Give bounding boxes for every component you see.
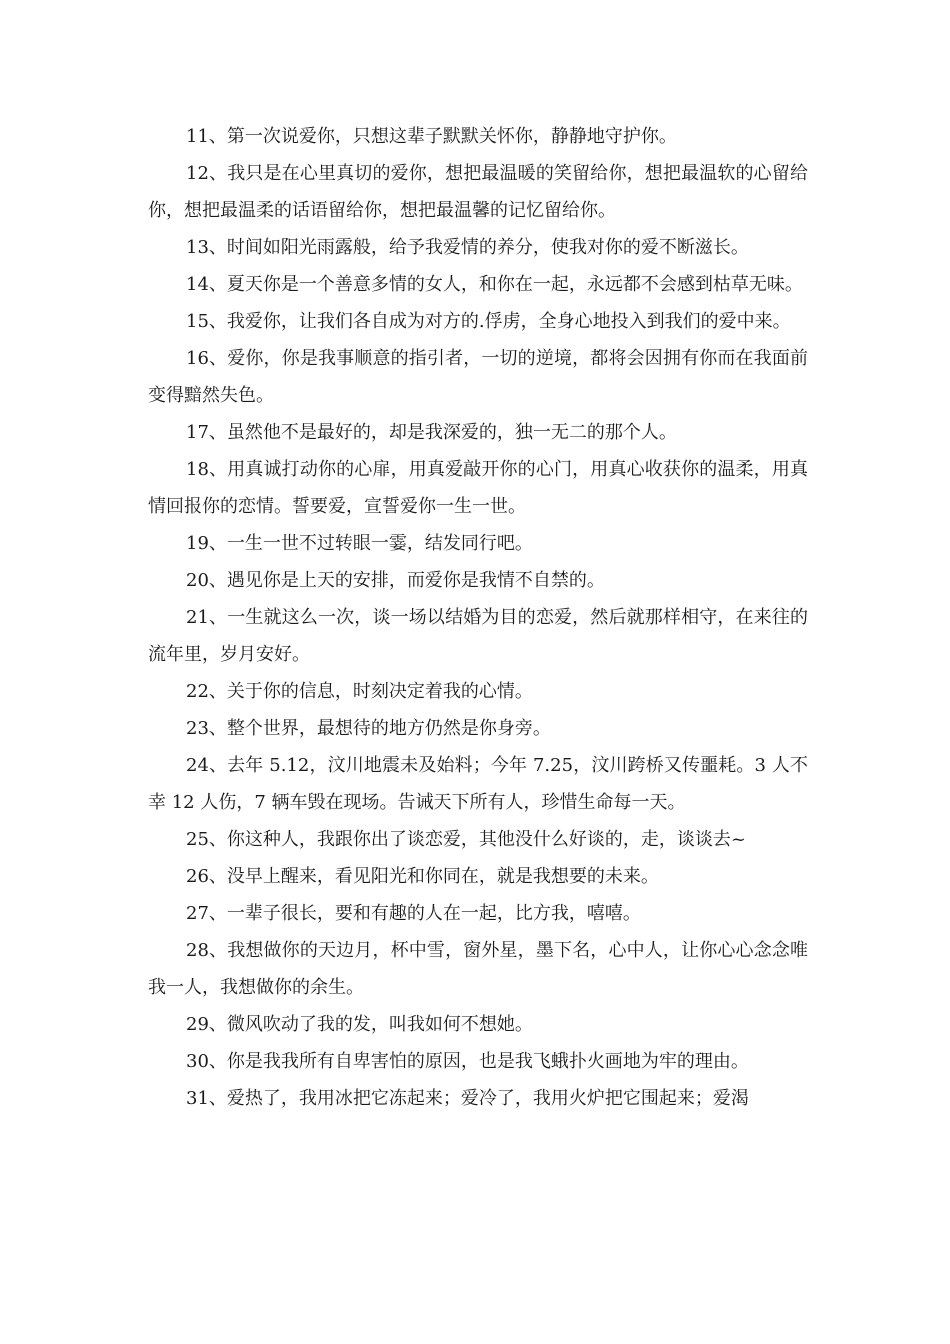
- paragraph-21: 21、一生就这么一次，谈一场以结婚为目的恋爱，然后就那样相守，在来往的流年里，岁月安好。: [148, 607, 808, 665]
- paragraph-15: 15、我爱你，让我们各自成为对方的.俘虏，全身心地投入到我们的爱中来。: [186, 311, 791, 332]
- paragraph-26: 26、没早上醒来，看见阳光和你同在，就是我想要的未来。: [186, 866, 659, 887]
- paragraph-29: 29、微风吹动了我的发，叫我如何不想她。: [186, 1014, 533, 1035]
- paragraph-22: 22、关于你的信息，时刻决定着我的心情。: [186, 681, 533, 702]
- paragraph-31: 31、爱热了，我用冰把它冻起来；爱冷了，我用火炉把它围起来；爱渴: [186, 1088, 749, 1109]
- paragraph-25: 25、你这种人，我跟你出了谈恋爱，其他没什么好谈的，走，谈谈去~: [186, 829, 746, 850]
- paragraph-30: 30、你是我我所有自卑害怕的原因，也是我飞蛾扑火画地为牢的理由。: [186, 1051, 749, 1072]
- paragraph-11: 11、第一次说爱你，只想这辈子默默关怀你，静静地守护你。: [186, 126, 677, 147]
- paragraph-24: 24、去年 5.12，汶川地震未及始料；今年 7.25，汶川跨桥又传噩耗。3 人不幸 12 人伤，7 辆车毁在现场。告诫天下所有人，珍惜生命每一天。: [148, 755, 808, 813]
- paragraph-14: 14、夏天你是一个善意多情的女人，和你在一起，永远都不会感到枯草无味。: [186, 274, 803, 295]
- paragraph-19: 19、一生一世不过转眼一霎，结发同行吧。: [186, 533, 533, 554]
- paragraph-16: 16、爱你，你是我事顺意的指引者，一切的逆境，都将会因拥有你而在我面前变得黯然失色。: [148, 348, 808, 406]
- paragraph-18: 18、用真诚打动你的心扉，用真爱敲开你的心门，用真心收获你的温柔，用真情回报你的恋情。誓要爱，宣誓爱你一生一世。: [148, 459, 808, 517]
- paragraph-17: 17、虽然他不是最好的，却是我深爱的，独一无二的那个人。: [186, 422, 677, 443]
- paragraph-12: 12、我只是在心里真切的爱你，想把最温暖的笑留给你，想把最温软的心留给你，想把最温柔的话语留给你，想把最温馨的记忆留给你。: [148, 163, 808, 221]
- paragraph-27: 27、一辈子很长，要和有趣的人在一起，比方我，嘻嘻。: [186, 903, 641, 924]
- paragraph-28: 28、我想做你的天边月，杯中雪，窗外星，墨下名，心中人，让你心心念念唯我一人，我想做你的余生。: [148, 940, 808, 998]
- document-body: [148, 118, 808, 1117]
- paragraph-13: 13、时间如阳光雨露般，给予我爱情的养分，使我对你的爱不断滋长。: [186, 237, 749, 258]
- paragraph-20: 20、遇见你是上天的安排，而爱你是我情不自禁的。: [186, 570, 605, 591]
- paragraph-23: 23、整个世界，最想待的地方仍然是你身旁。: [186, 718, 551, 739]
